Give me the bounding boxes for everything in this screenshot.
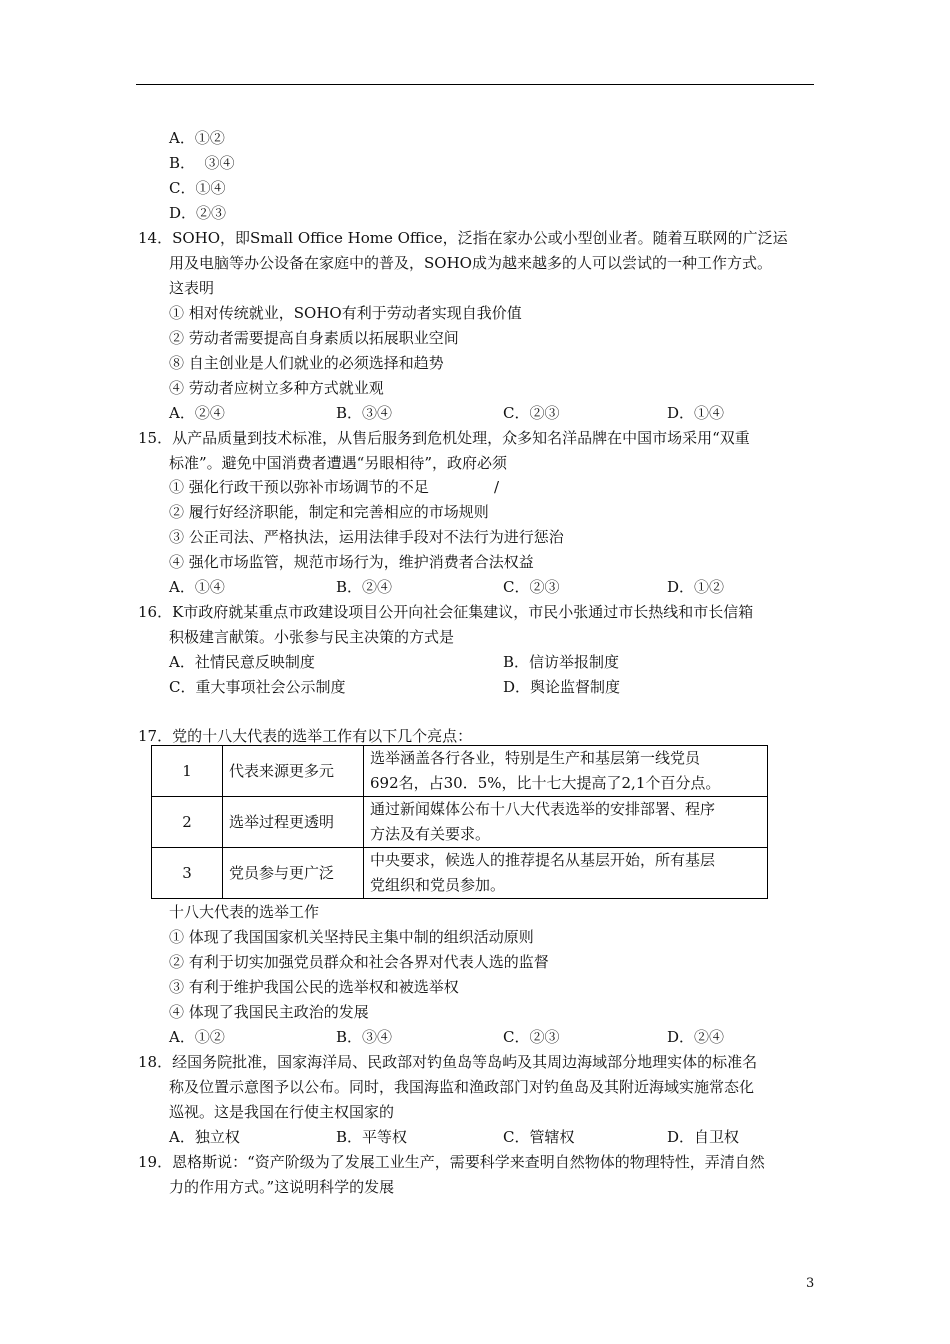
q14-item: ④ 劳动者应树立多种方式就业观 xyxy=(169,379,384,397)
q16-stem-line: 16．K市政府就某重点市政建设项目公开向社会征集建议，市民小张通过市长热线和市长信箱 xyxy=(138,603,754,621)
q17-lead: 十八大代表的选举工作 xyxy=(169,903,320,921)
q15-item: ② 履行好经济职能，制定和完善相应的市场规则 xyxy=(169,503,489,521)
desc-line: 中央要求，候选人的推荐提名从基层开始，所有基层 xyxy=(370,851,716,869)
q15-option-d: D．①② xyxy=(667,578,725,596)
table-row xyxy=(152,797,768,848)
q16-option-b: B．信访举报制度 xyxy=(503,653,620,671)
q14-stem-line: 用及电脑等办公设备在家庭中的普及，SOHO成为越来越多的人可以尝试的一种工作方式。 xyxy=(169,254,772,272)
q17-option-c: C．②③ xyxy=(503,1028,560,1046)
row-description xyxy=(364,848,768,899)
q16-stem-line: 积极建言献策。小张参与民主决策的方式是 xyxy=(169,628,455,646)
stray-mark: / xyxy=(494,478,500,496)
page-number: 3 xyxy=(806,1276,815,1291)
q13-option-a: A．①② xyxy=(169,129,225,147)
q18-option-c: C．管辖权 xyxy=(503,1128,575,1146)
q17-option-a: A．①② xyxy=(169,1028,225,1046)
q14-stem-line: 这表明 xyxy=(169,279,215,297)
q15-stem-line: 15．从产品质量到技术标准，从售后服务到危机处理，众多知名洋品牌在中国市场采用“双重 xyxy=(138,429,750,447)
table-row xyxy=(152,746,768,797)
q13-option-c: C．①④ xyxy=(169,179,226,197)
q15-stem-line: 标准”。避免中国消费者遭遇“另眼相待”，政府必须 xyxy=(169,454,508,472)
q17-item: ④ 体现了我国民主政治的发展 xyxy=(169,1003,369,1021)
q16-option-a: A．社情民意反映制度 xyxy=(169,653,315,671)
q18-option-a: A．独立权 xyxy=(169,1128,240,1146)
q15-option-a: A．①④ xyxy=(169,578,225,596)
q15-option-b: B．②④ xyxy=(336,578,393,596)
q14-option-d: D．①④ xyxy=(667,404,725,422)
q15-option-c: C．②③ xyxy=(503,578,560,596)
row-number: 3 xyxy=(152,848,223,899)
q17-stem: 17．党的十八大代表的选举工作有以下几个亮点： xyxy=(138,727,473,745)
q18-stem-line: 称及位置示意图予以公布。同时，我国海监和渔政部门对钓鱼岛及其附近海域实施常态化 xyxy=(169,1078,755,1096)
desc-line: 方法及有关要求。 xyxy=(370,825,491,843)
q15-item: ③ 公正司法、严格执法，运用法律手段对不法行为进行惩治 xyxy=(169,528,564,546)
q17-item: ② 有利于切实加强党员群众和社会各界对代表人选的监督 xyxy=(169,953,549,971)
q14-item: ② 劳动者需要提高自身素质以拓展职业空间 xyxy=(169,329,459,347)
q17-option-d: D．②④ xyxy=(667,1028,725,1046)
q18-option-d: D．自卫权 xyxy=(667,1128,740,1146)
q17-item: ③ 有利于维护我国公民的选举权和被选举权 xyxy=(169,978,459,996)
table-row xyxy=(152,848,768,899)
row-number: 2 xyxy=(152,797,223,848)
desc-line: 通过新闻媒体公布十八大代表选举的安排部署、程序 xyxy=(370,800,716,818)
row-title: 代表来源更多元 xyxy=(223,746,364,797)
q14-option-b: B．③④ xyxy=(336,404,393,422)
row-title: 选举过程更透明 xyxy=(223,797,364,848)
row-description xyxy=(364,797,768,848)
q14-item: ⑧ 自主创业是人们就业的必须选择和趋势 xyxy=(169,354,444,372)
row-description xyxy=(364,746,768,797)
q17-option-b: B．③④ xyxy=(336,1028,393,1046)
q14-stem-line: 14．SOHO，即Small Office Home Office，泛指在家办公或小型创业者。随着互联网的广泛运 xyxy=(138,229,788,247)
q16-option-d: D．舆论监督制度 xyxy=(503,678,621,696)
q18-option-b: B．平等权 xyxy=(336,1128,408,1146)
row-title: 党员参与更广泛 xyxy=(223,848,364,899)
desc-line: 692名，占30．5%，比十七大提高了2,1个百分点。 xyxy=(370,774,721,792)
q15-item: ① 强化行政干预以弥补市场调节的不足 xyxy=(169,478,429,496)
q17-item: ① 体现了我国国家机关坚持民主集中制的组织活动原则 xyxy=(169,928,534,946)
q14-option-c: C．②③ xyxy=(503,404,560,422)
q15-item: ④ 强化市场监管，规范市场行为，维护消费者合法权益 xyxy=(169,553,534,571)
desc-line: 党组织和党员参加。 xyxy=(370,876,506,894)
header-rule xyxy=(136,84,814,85)
q13-option-b: B． ③④ xyxy=(169,154,235,172)
q14-option-a: A．②④ xyxy=(169,404,225,422)
q16-option-c: C．重大事项社会公示制度 xyxy=(169,678,346,696)
q18-stem-line: 18．经国务院批准，国家海洋局、民政部对钓鱼岛等岛屿及其周边海域部分地理实体的标准名 xyxy=(138,1053,758,1071)
q19-stem-line: 19．恩格斯说：“资产阶级为了发展工业生产，需要科学来查明自然物体的物理特性，弄清自然 xyxy=(138,1153,765,1171)
desc-line: 选举涵盖各行各业，特别是生产和基层第一线党员 xyxy=(370,749,701,767)
row-number: 1 xyxy=(152,746,223,797)
q14-item: ① 相对传统就业，SOHO有利于劳动者实现自我价值 xyxy=(169,304,522,322)
q18-stem-line: 巡视。这是我国在行使主权国家的 xyxy=(169,1103,395,1121)
q13-option-d: D．②③ xyxy=(169,204,227,222)
election-highlights-table xyxy=(151,745,768,899)
q19-stem-line: 力的作用方式。”这说明科学的发展 xyxy=(169,1178,395,1196)
